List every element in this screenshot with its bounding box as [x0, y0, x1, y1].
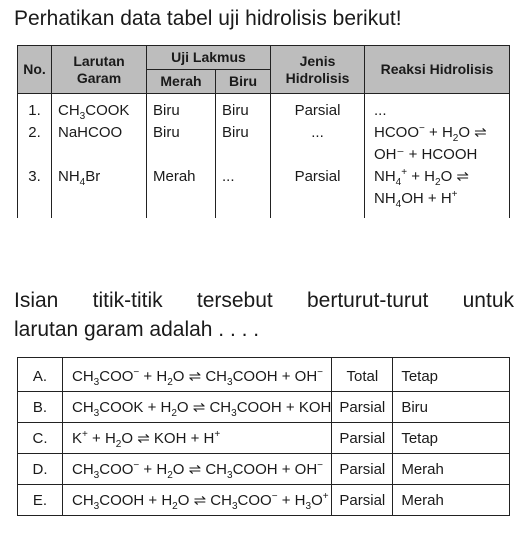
header-larutan-garam-line2: Garam	[76, 69, 122, 86]
option-equation: $K^+ + H_2O$ ⇌ KOH + H+	[63, 423, 332, 454]
header-larutan-garam-line1: Larutan	[73, 52, 125, 69]
row-garam: NaHCOO	[58, 124, 123, 141]
option-lakmus: Tetap	[393, 358, 510, 392]
row-reaksi-line1: $NH_4^+ + H_2O$ ⇌	[374, 167, 469, 188]
row-biru: ...	[222, 168, 235, 185]
row-biru: Biru	[222, 102, 249, 119]
header-jenis-line1: Jenis	[299, 52, 336, 69]
question-line1: Isian titik-titik tersebut berturut-turut untuk	[14, 289, 514, 312]
table-row	[18, 94, 510, 123]
table-row	[18, 122, 510, 166]
row-garam: $NH_4Br$	[58, 168, 101, 188]
option-row-d[interactable]	[18, 454, 510, 485]
hydrolysis-data-table	[17, 45, 510, 218]
row-merah: Biru	[153, 102, 180, 119]
table-row	[18, 166, 510, 218]
option-row-e[interactable]	[18, 485, 510, 516]
option-lakmus: Merah	[393, 485, 510, 516]
row-reaksi: ...	[374, 102, 387, 119]
row-merah: Biru	[153, 124, 180, 141]
question-line2: larutan garam adalah . . . .	[14, 318, 260, 341]
option-letter: C.	[18, 423, 63, 454]
header-jenis-hidrolisis	[271, 46, 365, 94]
header-uji-lakmus: Uji Lakmus	[147, 46, 271, 70]
row-reaksi-line2: $NH_4OH + H^+$	[374, 189, 458, 210]
header-merah: Merah	[147, 70, 216, 94]
intro-text: Perhatikan data tabel uji hidrolisis berikut!	[14, 7, 402, 30]
option-row-a[interactable]	[18, 358, 510, 392]
row-biru: Biru	[222, 124, 249, 141]
option-letter: B.	[18, 392, 63, 423]
row-jenis: Parsial	[294, 102, 341, 119]
option-equation: $CH_3COO^- + H_2O$ ⇌ $CH_3COOH + OH^-$	[63, 358, 332, 392]
option-row-b[interactable]	[18, 392, 510, 423]
option-jenis: Total	[332, 358, 393, 392]
header-no: No.	[18, 46, 52, 94]
row-no: 2.	[28, 124, 41, 141]
option-lakmus: Merah	[393, 454, 510, 485]
row-jenis: ...	[311, 124, 324, 141]
row-no: 1.	[28, 102, 41, 119]
option-equation: $CH_3COO^- + H_2O$ ⇌ $CH_3COOH + OH^-$	[63, 454, 332, 485]
row-jenis: Parsial	[294, 168, 341, 185]
option-equation: $CH_3COOK + H_2O$ ⇌ $CH_3COOH$ + KOH	[63, 392, 332, 423]
option-letter: D.	[18, 454, 63, 485]
header-biru: Biru	[216, 70, 271, 94]
option-jenis: Parsial	[332, 485, 393, 516]
option-lakmus: Tetap	[393, 423, 510, 454]
row-garam: $CH_3COOK$	[58, 102, 130, 122]
header-reaksi-hidrolisis: Reaksi Hidrolisis	[365, 46, 510, 94]
option-lakmus: Biru	[393, 392, 510, 423]
row-no: 3.	[28, 168, 41, 185]
option-jenis: Parsial	[332, 423, 393, 454]
option-letter: A.	[18, 358, 63, 392]
option-jenis: Parsial	[332, 454, 393, 485]
row-merah: Merah	[153, 168, 196, 185]
header-larutan-garam	[52, 46, 147, 94]
row-reaksi-line1: HCOO− + $H_2O$ ⇌	[374, 123, 487, 144]
option-equation: $CH_3COOH + H_2O$ ⇌ $CH_3COO^- + H_3O^+$	[63, 485, 332, 516]
option-row-c[interactable]	[18, 423, 510, 454]
option-jenis: Parsial	[332, 392, 393, 423]
answer-options-table	[17, 357, 510, 516]
row-reaksi-line2: OH⁻ + HCOOH	[374, 146, 478, 163]
header-jenis-line2: Hidrolisis	[285, 69, 350, 86]
option-letter: E.	[18, 485, 63, 516]
